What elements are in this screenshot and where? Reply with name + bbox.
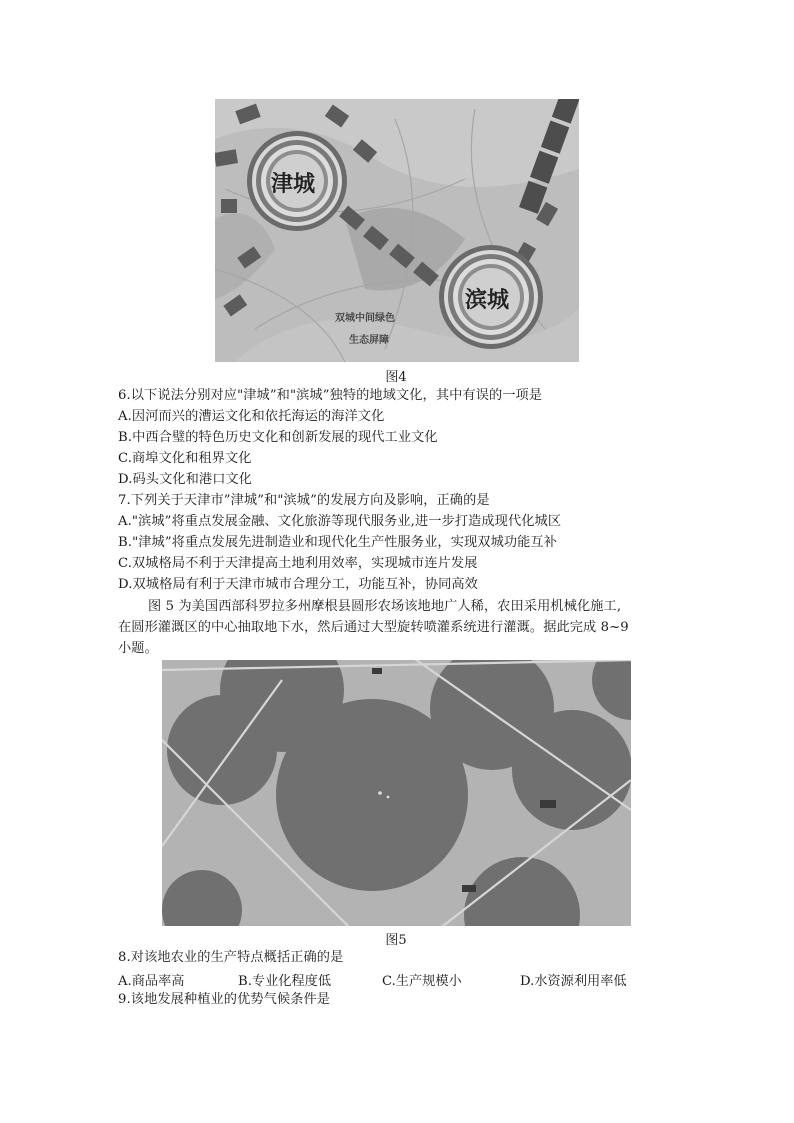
q6-option-b: B.中西合璧的特色历史文化和创新发展的现代工业文化 (118, 430, 438, 445)
q6-option-a: A.因河而兴的漕运文化和依托海运的海洋文化 (118, 409, 385, 424)
q9-stem: 9.该地发展种植业的优势气候条件是 (118, 992, 331, 1007)
figure-5-graphic (162, 660, 631, 926)
intro-line-2: 在圆形灌溉区的中心抽取地下水，然后通过大型旋转喷灌系统进行灌溉。据此完成 8~9 (118, 620, 629, 635)
q7-option-a: A."滨城”将重点发展金融、文化旅游等现代服务业,进一步打造成现代化城区 (118, 514, 562, 529)
q8-option-c: C.生产规模小 (382, 974, 462, 989)
intro-line-3: 小题。 (118, 641, 158, 656)
q7-option-c: C.双城格局不利于天津提高土地利用效率，实现城市连片发展 (118, 556, 478, 571)
q7-stem: 7.下列关于天津市”津城”和"滨城”的发展方向及影响，正确的是 (118, 493, 490, 508)
intro-line-1: 图 5 为美国西部科罗拉多州摩根县圆形农场该地地广人稀，农田采用机械化施工, (148, 599, 622, 614)
figure-4-graphic (215, 99, 579, 362)
label-binhai: 滨城 (465, 288, 510, 313)
q7-option-d: D.双城格局有利于天津市城市合理分工，功能互补，协同高效 (118, 577, 478, 592)
q8-options (118, 970, 678, 989)
q8-option-d: D.水资源利用率低 (520, 974, 627, 989)
figure-5-caption: 图5 (385, 933, 407, 948)
q6-stem: 6.以下说法分别对应"津城”和"滨城”独特的地域文化，其中有误的一项是 (118, 388, 543, 403)
figure-4-caption: 图4 (385, 370, 407, 385)
q8-option-a: A.商品率高 (118, 974, 185, 989)
label-green-barrier-line1: 双城中间绿色 (335, 313, 395, 324)
q8-option-b: B.专业化程度低 (238, 974, 332, 989)
figure-5-photo (162, 660, 631, 926)
q6-option-c: C.商埠文化和租界文化 (118, 451, 252, 466)
q8-stem: 8.对该地农业的生产特点概括正确的是 (118, 950, 344, 965)
label-green-barrier-line2: 生态屏障 (349, 335, 389, 346)
label-tianjin: 津城 (271, 172, 316, 197)
q6-option-d: D.码头文化和港口文化 (118, 472, 253, 487)
figure-4-map (215, 99, 579, 362)
q7-option-b: B."津城”将重点发展先进制造业和现代化生产性服务业，实现双城功能互补 (118, 535, 557, 550)
